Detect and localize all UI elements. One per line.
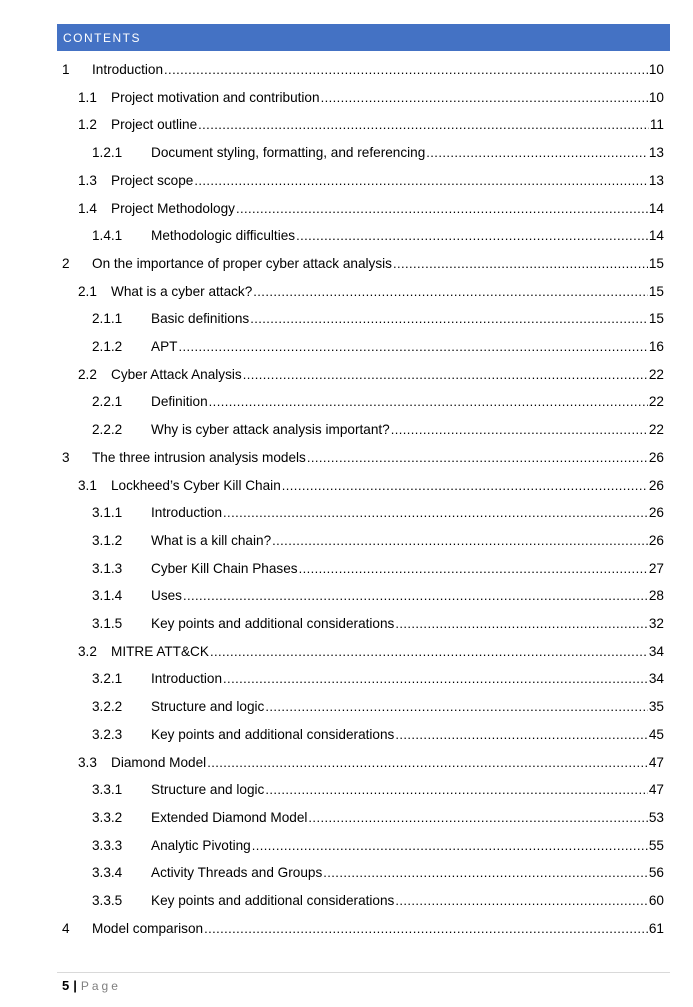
- toc-dot-leader: [323, 864, 648, 882]
- toc-entry-page: 10: [648, 89, 664, 105]
- toc-entry[interactable]: [92, 558, 664, 578]
- toc-dot-leader: [296, 227, 648, 245]
- toc-dot-leader: [299, 560, 648, 578]
- toc-dot-leader: [198, 116, 649, 134]
- toc-entry-page: 13: [648, 172, 664, 188]
- toc-dot-leader: [426, 144, 648, 162]
- toc-entry-number: 2.2.2: [92, 422, 123, 438]
- toc-entry-number: 2.1.2: [92, 339, 123, 354]
- toc-entry-page: 15: [648, 255, 664, 271]
- page-footer: [62, 978, 121, 993]
- toc-dot-leader: [391, 421, 648, 439]
- toc-entry-page: 45: [648, 726, 664, 742]
- footer-divider: [57, 972, 670, 973]
- toc-dot-leader: [183, 587, 648, 605]
- footer-page-number: 5: [62, 978, 70, 993]
- toc-entry-title: Uses: [151, 588, 182, 604]
- toc-entry-page: 47: [648, 782, 664, 798]
- toc-entry[interactable]: [92, 835, 664, 855]
- toc-entry-title: On the importance of proper cyber attack analysis: [92, 255, 392, 271]
- toc-entry-page: 11: [649, 117, 664, 133]
- toc-entry-title: Project motivation and contribution: [111, 89, 320, 105]
- toc-dot-leader: [395, 726, 648, 744]
- toc-entry-title: Lockheed’s Cyber Kill Chain: [111, 477, 281, 493]
- toc-entry-page: 27: [648, 560, 664, 576]
- toc-entry-title: Key points and additional considerations: [151, 893, 395, 908]
- toc-entry-number: 1.2: [78, 117, 97, 133]
- toc-entry[interactable]: [92, 696, 664, 716]
- toc-entry-page: 32: [648, 616, 664, 631]
- toc-entry-number: 3: [62, 449, 70, 465]
- toc-entry-page: 35: [648, 699, 664, 715]
- toc-entry-title: Model comparison: [92, 920, 204, 936]
- toc-dot-leader: [252, 837, 648, 855]
- toc-entry-number: 2: [62, 255, 70, 271]
- toc-entry-page: 28: [648, 588, 664, 604]
- toc-dot-leader: [250, 310, 648, 328]
- toc-entry-number: 3.2.2: [92, 699, 123, 715]
- toc-entry[interactable]: [92, 779, 664, 799]
- toc-entry-page: 26: [648, 532, 664, 548]
- toc-entry[interactable]: [92, 391, 664, 411]
- toc-entry[interactable]: [78, 641, 664, 661]
- toc-entry-page: 13: [648, 145, 664, 161]
- toc-entry-number: 2.1: [78, 283, 97, 299]
- toc-entry-title: Project Methodology: [111, 200, 235, 216]
- toc-entry-title: Key points and additional considerations: [151, 726, 395, 742]
- toc-entry-number: 3.1.2: [92, 532, 123, 548]
- toc-entry-title: APT: [151, 339, 178, 354]
- toc-entry[interactable]: [92, 308, 664, 328]
- toc-entry-number: 1.4: [78, 200, 97, 216]
- toc-entry[interactable]: [92, 142, 664, 162]
- toc-dot-leader: [308, 809, 647, 827]
- toc-entry[interactable]: [62, 59, 664, 79]
- toc-entry-number: 1.1: [78, 89, 97, 105]
- toc-dot-leader: [207, 754, 648, 772]
- toc-entry-title: What is a cyber attack?: [111, 283, 253, 299]
- toc-entry[interactable]: [92, 225, 664, 245]
- toc-entry-title: Structure and logic: [151, 782, 265, 798]
- toc-entry-title: The three intrusion analysis models: [92, 449, 306, 465]
- toc-entry-page: 34: [648, 643, 664, 659]
- toc-dot-leader: [272, 532, 648, 550]
- toc-entry-title: Document styling, formatting, and referencing: [151, 145, 426, 161]
- toc-dot-leader: [393, 255, 648, 273]
- toc-entry-number: 3.3.5: [92, 893, 123, 908]
- toc-entry-page: 53: [648, 809, 664, 825]
- toc-entry-page: 26: [648, 505, 664, 521]
- toc-entry-number: 3.2.1: [92, 671, 123, 687]
- toc-entry[interactable]: [78, 475, 664, 495]
- toc-entry-number: 3.3.1: [92, 782, 123, 798]
- toc-dot-leader: [265, 781, 648, 799]
- toc-dot-leader: [243, 366, 648, 384]
- contents-title: CONTENTS: [63, 30, 141, 45]
- toc-entry[interactable]: [92, 862, 664, 882]
- toc-entry-number: 1.4.1: [92, 228, 123, 244]
- toc-entry[interactable]: [92, 336, 664, 356]
- toc-entry-number: 3.2: [78, 643, 97, 659]
- toc-entry-page: 56: [648, 865, 664, 881]
- toc-dot-leader: [223, 504, 648, 522]
- toc-entry-page: 10: [648, 62, 664, 77]
- toc-entry-title: Introduction: [92, 62, 164, 77]
- toc-entry[interactable]: [92, 530, 664, 550]
- contents-header: [57, 24, 670, 51]
- toc-dot-leader: [321, 89, 648, 107]
- toc-dot-leader: [395, 892, 648, 910]
- toc-entry-title: Analytic Pivoting: [151, 837, 251, 853]
- toc-entry-number: 3.1.1: [92, 505, 123, 521]
- toc-entry[interactable]: [92, 890, 664, 910]
- toc-entry[interactable]: [62, 918, 664, 938]
- toc-entry[interactable]: [92, 807, 664, 827]
- toc-dot-leader: [194, 172, 648, 190]
- toc-entry-page: 47: [648, 754, 664, 770]
- toc-entry-title: Definition: [151, 394, 208, 410]
- toc-entry[interactable]: [92, 668, 664, 688]
- toc-entry-title: What is a kill chain?: [151, 532, 272, 548]
- toc-entry-title: Activity Threads and Groups: [151, 865, 323, 881]
- toc-entry-number: 3.3.3: [92, 837, 123, 853]
- toc-dot-leader: [204, 920, 648, 938]
- toc-entry-page: 15: [648, 283, 664, 299]
- toc-entry-title: Diamond Model: [111, 754, 207, 770]
- toc-entry-title: Why is cyber attack analysis important?: [151, 422, 390, 438]
- toc-entry-page: 14: [648, 228, 664, 244]
- toc-entry[interactable]: [92, 613, 664, 633]
- toc-entry-page: 14: [648, 200, 664, 216]
- toc-entry[interactable]: [78, 87, 664, 107]
- toc-entry-number: 3.2.3: [92, 726, 123, 742]
- toc-entry-number: 2.2: [78, 366, 97, 382]
- toc-entry-title: Basic definitions: [151, 311, 250, 327]
- toc-dot-leader: [253, 283, 648, 301]
- toc-entry[interactable]: [62, 253, 664, 273]
- toc-entry-title: Project outline: [111, 117, 198, 133]
- toc-entry-number: 1.2.1: [92, 145, 123, 161]
- toc-entry-number: 1.3: [78, 172, 97, 188]
- toc-entry[interactable]: [92, 585, 664, 605]
- toc-entry[interactable]: [78, 170, 664, 190]
- toc-entry-page: 60: [648, 893, 664, 908]
- toc-entry-page: 61: [648, 920, 664, 936]
- toc-entry[interactable]: [92, 502, 664, 522]
- toc-entry-title: Structure and logic: [151, 699, 265, 715]
- toc-entry[interactable]: [92, 419, 664, 439]
- toc-entry-number: 3.1.3: [92, 560, 123, 576]
- toc-entry-title: Cyber Attack Analysis: [111, 366, 242, 382]
- toc-entry-number: 3.1.4: [92, 588, 123, 604]
- toc-entry-title: Introduction: [151, 505, 223, 521]
- footer-separator: |: [73, 978, 77, 993]
- toc-entry[interactable]: [78, 198, 664, 218]
- toc-dot-leader: [236, 200, 648, 218]
- footer-page-label: Page: [80, 978, 121, 993]
- toc-dot-leader: [307, 449, 648, 467]
- toc-entry-number: 3.3.2: [92, 809, 123, 825]
- toc-dot-leader: [395, 615, 648, 633]
- toc-dot-leader: [282, 477, 648, 495]
- toc-entry[interactable]: [78, 364, 664, 384]
- toc-entry-title: Project scope: [111, 172, 194, 188]
- toc-dot-leader: [164, 61, 648, 79]
- toc-entry-page: 26: [648, 477, 664, 493]
- toc-entry-number: 2.2.1: [92, 394, 123, 410]
- toc-entry-number: 3.3.4: [92, 865, 123, 881]
- toc-entry-number: 3.1.5: [92, 616, 123, 631]
- toc-dot-leader: [265, 698, 648, 716]
- toc-dot-leader: [210, 643, 648, 661]
- toc-entry-page: 22: [648, 394, 664, 410]
- toc-entry-page: 16: [648, 339, 664, 354]
- toc-entry-page: 55: [648, 837, 664, 853]
- toc-entry[interactable]: [92, 724, 664, 744]
- toc-entry-page: 22: [648, 422, 664, 438]
- toc-entry[interactable]: [78, 281, 664, 301]
- toc-entry-number: 3.1: [78, 477, 97, 493]
- toc-entry-title: MITRE ATT&CK: [111, 643, 209, 659]
- toc-entry-number: 1: [62, 62, 70, 77]
- toc-entry-page: 34: [648, 671, 664, 687]
- toc-entry[interactable]: [78, 752, 664, 772]
- toc-entry-title: Introduction: [151, 671, 223, 687]
- toc-entry-title: Extended Diamond Model: [151, 809, 308, 825]
- toc-entry-page: 26: [648, 449, 664, 465]
- toc-dot-leader: [178, 338, 647, 356]
- toc-entry[interactable]: [62, 447, 664, 467]
- toc-entry-title: Key points and additional considerations: [151, 616, 395, 631]
- toc-entry-page: 15: [648, 311, 664, 327]
- toc-entry-title: Methodologic difficulties: [151, 228, 296, 244]
- toc-dot-leader: [223, 670, 648, 688]
- toc-entry-title: Cyber Kill Chain Phases: [151, 560, 298, 576]
- toc-entry[interactable]: [78, 114, 664, 134]
- toc-dot-leader: [209, 393, 648, 411]
- toc-entry-page: 22: [648, 366, 664, 382]
- toc-entry-number: 3.3: [78, 754, 97, 770]
- toc-entry-number: 2.1.1: [92, 311, 123, 327]
- toc-entry-number: 4: [62, 920, 70, 936]
